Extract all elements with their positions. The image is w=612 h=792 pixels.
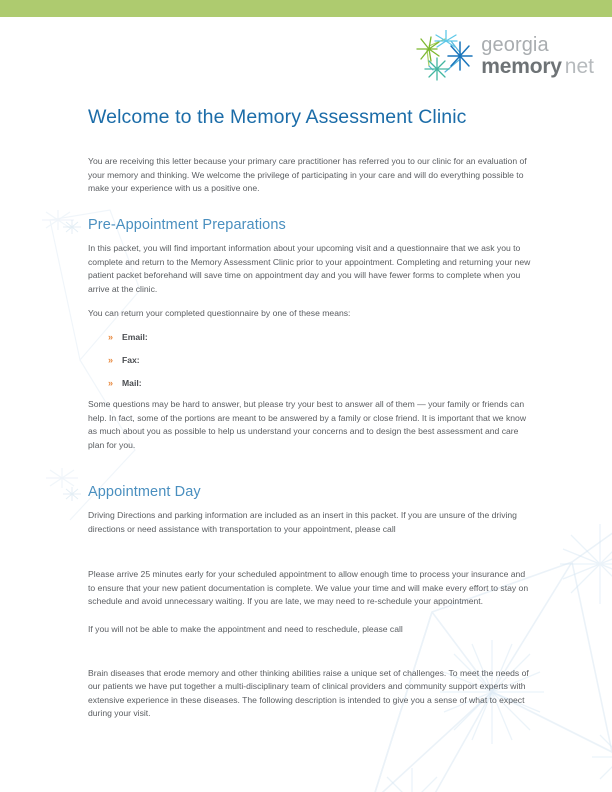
logo-line-memory-net [481,56,594,77]
list-item [108,378,534,388]
list-item-label: Email: [122,331,148,342]
section-appointment-day [88,484,534,721]
top-green-band [0,0,612,17]
page-title: Welcome to the Memory Assessment Clinic [88,106,467,128]
section-decorative-starburst-icon [62,219,82,235]
intro-block [88,155,534,196]
section-heading: Pre-Appointment Preparations [88,217,286,233]
section-pre-appointment-preparations [88,217,534,452]
intro-paragraph: You are receiving this letter because your primary care practitioner has referred you to our clinic for an evaluation of your memory and thinking. We welcome the privilege of participating in your care and will do everything possible to make your experience with us a positive one. [88,156,527,194]
section-paragraph: Driving Directions and parking information are included as an insert in this packet. If you are unsure of the driving directions or need assistance with transportation to your appointment, please call [88,510,517,534]
list-item [108,355,534,365]
logo-word-georgia: georgia [481,34,549,56]
section-paragraph: If you will not be able to make the appointment and need to reschedule, please call [88,623,403,634]
list-item [108,332,534,342]
double-chevron-right-icon: » [108,377,113,388]
section-paragraph: You can return your completed questionnaire by one of these means: [88,308,351,319]
section-paragraph: Please arrive 25 minutes early for your scheduled appointment to allow enough time to process your insurance and to ensure that your new patient documentation is complete. We value your time and will make every effort to stay on schedule and avoid unnecessary waiting. If you are late, we may need to re-schedule your appointment. [88,569,529,607]
double-chevron-right-icon: » [108,354,113,365]
list-item-label: Mail: [122,377,142,388]
brand-logo-text [481,35,594,79]
section-paragraph: Some questions may be hard to answer, but please try your best to answer all of them — your family or friends can help. In fact, some of the portions are meant to be answered by a family or close friend. It is important that we know as much about you as possible to help us understand your concerns and to design the best assessment and care plan for you. [88,398,527,450]
brand-logo [415,30,594,84]
logo-word-memory: memory [481,55,562,78]
double-chevron-right-icon: » [108,331,113,342]
section-decorative-starburst-icon [62,486,82,502]
starburst-network-icon [415,30,473,84]
section-heading: Appointment Day [88,484,201,500]
return-means-list [88,332,534,388]
section-paragraph: In this packet, you will find important information about your upcoming visit and a questionnaire that we ask you to complete and return to the Memory Assessment Clinic prior to your appointment. Completing and returning your new patient packet beforehand will save time on appointment day and you will have fewer forms to complete when you arrive at the clinic. [88,243,531,294]
list-item-label: Fax: [122,354,140,365]
section-paragraph: Brain diseases that erode memory and other thinking abilities raise a unique set of challenges. To meet the needs of our patients we have put together a multi-disciplinary team of clinical providers and community support experts with extensive experience in these diseases. The following description is intended to give you a sense of what to expect during your visit. [88,667,529,719]
logo-word-net: net [564,55,594,78]
